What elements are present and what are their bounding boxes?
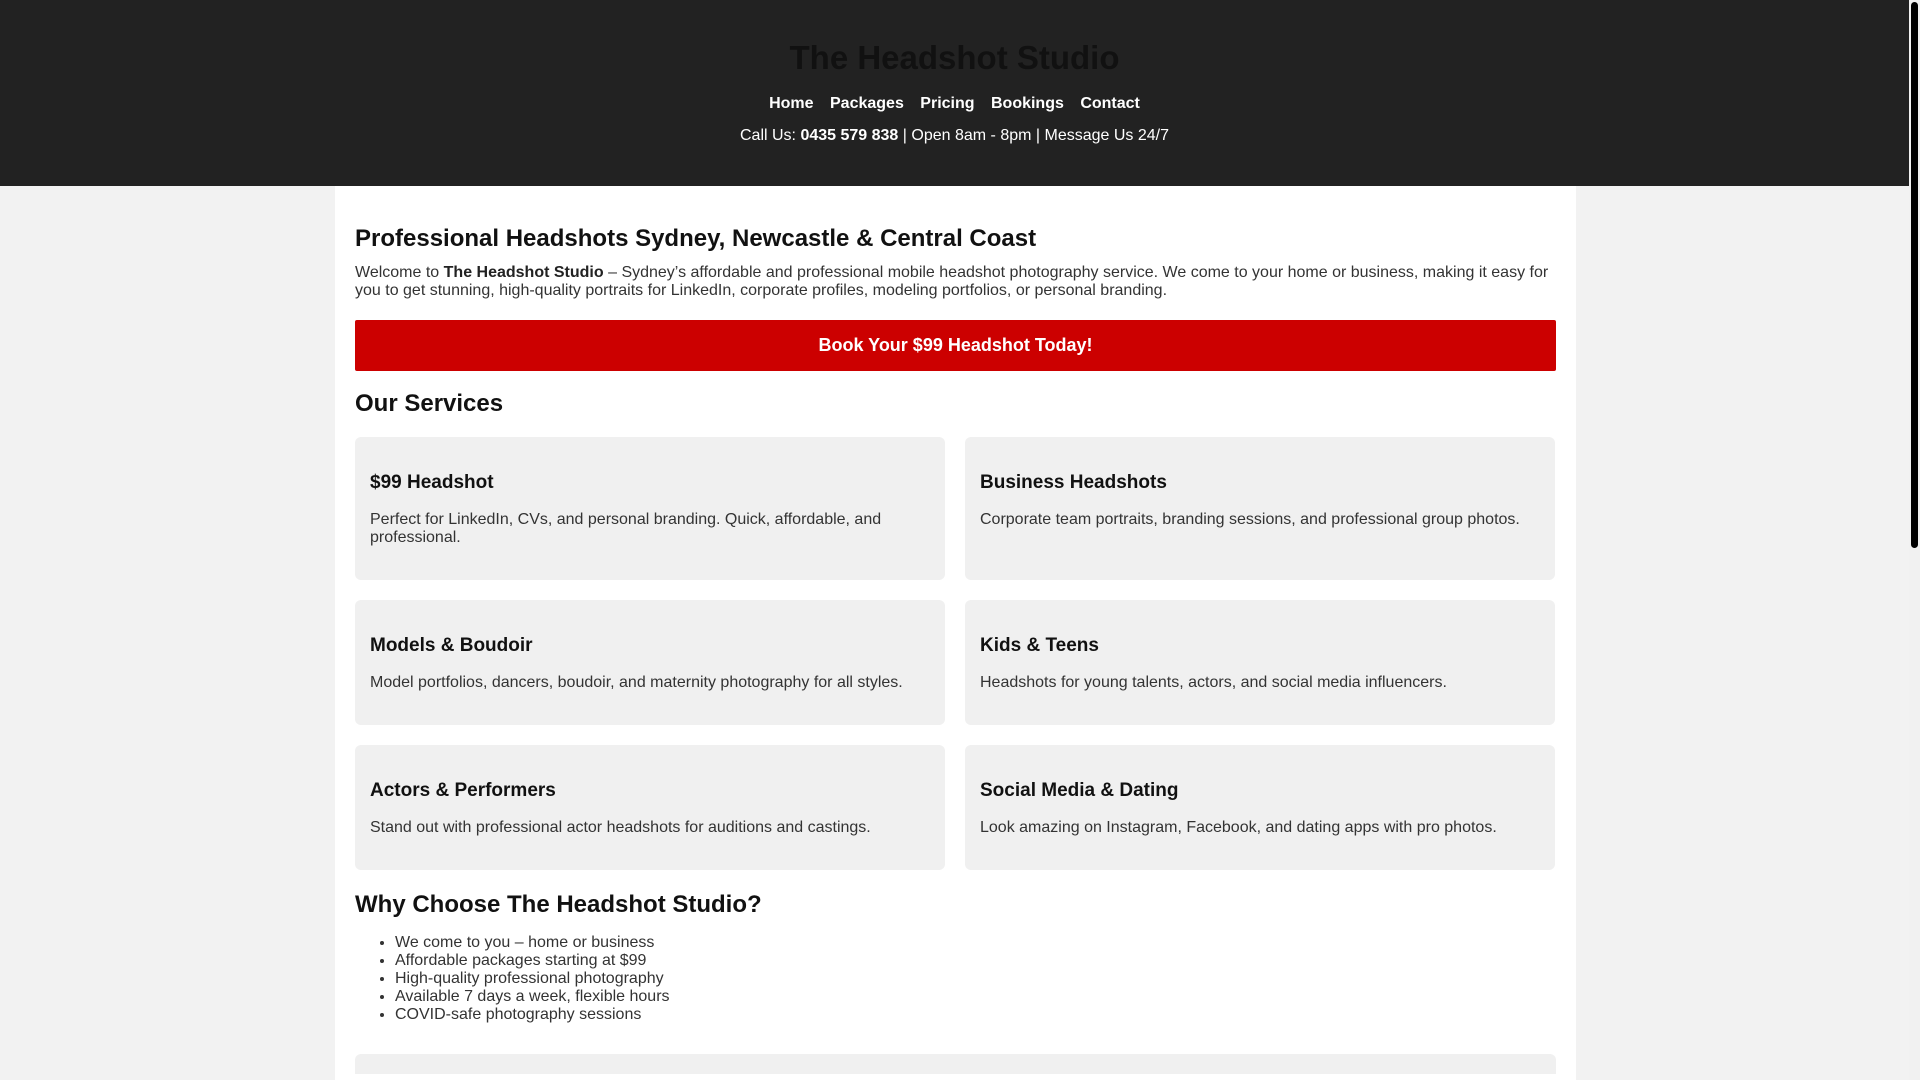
why-list xyxy=(355,934,1556,1024)
service-card xyxy=(965,437,1555,580)
service-description: Corporate team portraits, branding sessions, and professional group photos. xyxy=(980,511,1520,528)
contact-phone[interactable]: 0435 579 838 xyxy=(800,127,899,144)
service-title: Business Headshots xyxy=(980,472,1167,493)
page-scrollbar[interactable] xyxy=(1909,0,1920,1080)
list-item: • High-quality professional photography xyxy=(395,970,1556,988)
service-description: Model portfolios, dancers, boudoir, and maternity photography for all styles. xyxy=(370,674,903,691)
services-heading: Our Services xyxy=(355,390,504,417)
service-card xyxy=(965,745,1555,870)
site-header xyxy=(0,0,1909,186)
next-section-box xyxy=(355,1054,1556,1074)
service-card xyxy=(965,600,1555,725)
nav-packages[interactable]: Packages xyxy=(830,95,904,112)
list-item: • Affordable packages starting at $99 xyxy=(395,952,1556,970)
intro-paragraph xyxy=(355,264,1556,300)
list-item: • We come to you – home or business xyxy=(395,934,1556,952)
page-heading: Professional Headshots Sydney, Newcastle & Central Coast xyxy=(355,225,1037,252)
scrollbar-thumb[interactable] xyxy=(1911,2,1918,548)
book-headshot-button[interactable]: Book Your $99 Headshot Today! xyxy=(355,320,1556,371)
service-title: Social Media & Dating xyxy=(980,780,1179,801)
service-title: $99 Headshot xyxy=(370,472,494,493)
list-item: • Available 7 days a week, flexible hours xyxy=(395,988,1556,1006)
why-heading: Why Choose The Headshot Studio? xyxy=(355,891,762,918)
site-title[interactable]: The Headshot Studio xyxy=(789,39,1120,76)
service-card xyxy=(355,600,945,725)
service-description: Stand out with professional actor headshots for auditions and castings. xyxy=(370,819,871,836)
service-title: Actors & Performers xyxy=(370,780,556,801)
nav-contact[interactable]: Contact xyxy=(1080,95,1140,112)
service-description: Look amazing on Instagram, Facebook, and dating apps with pro photos. xyxy=(980,819,1497,836)
list-item: • COVID-safe photography sessions xyxy=(395,1006,1556,1024)
services-grid xyxy=(355,437,1556,870)
contact-hours: | Open 8am - 8pm | Message Us 24/7 xyxy=(902,127,1169,144)
service-title: Kids & Teens xyxy=(980,635,1099,656)
service-title: Models & Boudoir xyxy=(370,635,533,656)
service-description: Perfect for LinkedIn, CVs, and personal branding. Quick, affordable, and professional. xyxy=(370,511,882,546)
nav-pricing[interactable]: Pricing xyxy=(920,95,975,112)
service-card xyxy=(355,745,945,870)
nav-home[interactable]: Home xyxy=(769,95,814,112)
contact-prefix: Call Us: xyxy=(739,127,796,144)
intro-before: Welcome to xyxy=(355,264,440,281)
main-nav xyxy=(0,92,1909,116)
contact-line xyxy=(0,126,1909,146)
main-content xyxy=(335,186,1576,1080)
intro-brand: The Headshot Studio xyxy=(443,264,604,281)
nav-bookings[interactable]: Bookings xyxy=(990,95,1064,112)
service-description: Headshots for young talents, actors, and social media influencers. xyxy=(980,674,1447,691)
service-card xyxy=(355,437,945,580)
intro-after: – Sydney’s affordable and professional mobile headshot photography service. We come to your home or business, making it easy for you to get stunning, high-quality portraits for LinkedIn, corporate profiles, modeling portfolios, or personal branding. xyxy=(355,264,1549,299)
